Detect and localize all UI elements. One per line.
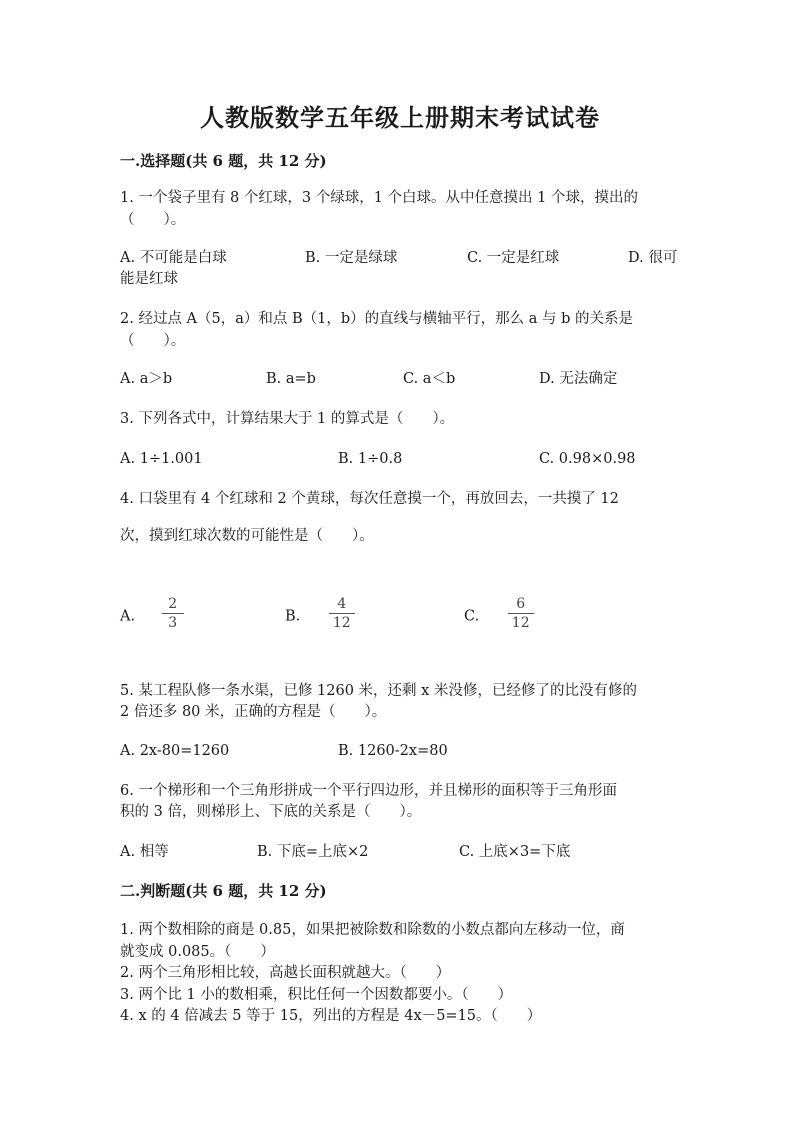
q6-option-c: C. 上底×3=下底 [459,844,571,860]
q5-stem-line1: 5. 某工程队修一条水渠，已修 1260 米，还剩 x 米没修，已经修了的比没有修的 [120,683,637,699]
q5-option-a: A. 2x-80=1260 [120,743,230,759]
q3-option-a: A. 1÷1.001 [120,451,203,467]
q4-option-a-denominator: 3 [168,615,178,631]
q4-option-a-fraction [164,596,182,631]
tf-q1-line2: 就变成 0.085。（ ） [120,944,275,960]
q1-stem-line1: 1. 一个袋子里有 8 个红球，3 个绿球，1 个白球。从中任意摸出 1 个球，摸出的 [120,190,638,206]
tf-q2: 2. 两个三角形相比较，高越长面积就越大。（ ） [120,965,451,981]
q4-stem-line1: 4. 口袋里有 4 个红球和 2 个黄球，每次任意摸一个，再放回去，一共摸了 12 [120,491,619,507]
q1-option-c: C. 一定是红球 [467,250,560,266]
q4-option-b-numerator: 4 [337,596,347,612]
q2-stem-line2: （ ）。 [120,333,186,349]
q4-option-b [285,596,353,631]
q6-stem-line2: 积的 3 倍，则梯形上、下底的关系是（ ）。 [120,804,422,820]
q1-option-b: B. 一定是绿球 [305,250,398,266]
q2-option-b: B. a=b [266,371,316,387]
q4-option-b-label: B. [285,608,301,625]
q4-option-a-label: A. [120,608,136,625]
q2-option-c: C. a＜b [403,371,456,387]
q4-option-b-denominator: 12 [332,615,351,631]
q1-option-d-cont: 能是红球 [120,271,178,287]
tf-q1-line1: 1. 两个数相除的商是 0.85，如果把被除数和除数的小数点都向左移动一位，商 [120,922,625,938]
q4-option-c-numerator: 6 [516,596,526,612]
q2-stem-line1: 2. 经过点 A（5，a）和点 B（1，b）的直线与横轴平行，那么 a 与 b 的关系是 [120,311,634,327]
q4-option-c [464,596,532,631]
q6-option-b: B. 下底=上底×2 [257,844,369,860]
q3-option-c: C. 0.98×0.98 [539,451,636,467]
q2-option-d: D. 无法确定 [539,371,618,387]
fraction-bar [508,613,534,614]
q1-stem-line2: （ ）。 [120,212,186,228]
section2-heading: 二.判断题(共 6 题，共 12 分) [120,882,327,900]
q5-option-b: B. 1260-2x=80 [338,743,448,759]
fraction-bar [329,613,355,614]
q4-stem-line2: 次，摸到红球次数的可能性是（ ）。 [120,528,374,544]
tf-q3: 3. 两个比 1 小的数相乘，积比任何一个因数都要小。（ ） [120,987,513,1003]
q6-stem-line1: 6. 一个梯形和一个三角形拼成一个平行四边形，并且梯形的面积等于三角形面 [120,783,617,799]
fraction-bar [162,613,184,614]
q3-option-b: B. 1÷0.8 [338,451,403,467]
q4-option-c-fraction [510,596,532,631]
q6-option-a: A. 相等 [120,844,169,860]
q5-stem-line2: 2 倍还多 80 米，正确的方程是（ ）。 [120,704,387,720]
q4-option-a-numerator: 2 [168,596,178,612]
q4-option-c-label: C. [464,608,480,625]
q2-option-a: A. a＞b [120,371,173,387]
q4-option-c-denominator: 12 [511,615,530,631]
q4-option-a [120,596,182,631]
q1-option-a: A. 不可能是白球 [120,250,227,266]
q3-stem: 3. 下列各式中，计算结果大于 1 的算式是（ ）。 [120,411,455,427]
page-title: 人教版数学五年级上册期末考试试卷 [200,103,600,132]
tf-q4: 4. x 的 4 倍减去 5 等于 15，列出的方程是 4x－5=15。（ ） [120,1008,542,1024]
section1-heading: 一.选择题(共 6 题，共 12 分) [120,152,327,170]
q1-option-d: D. 很可 [628,250,678,266]
q4-option-b-fraction [331,596,353,631]
